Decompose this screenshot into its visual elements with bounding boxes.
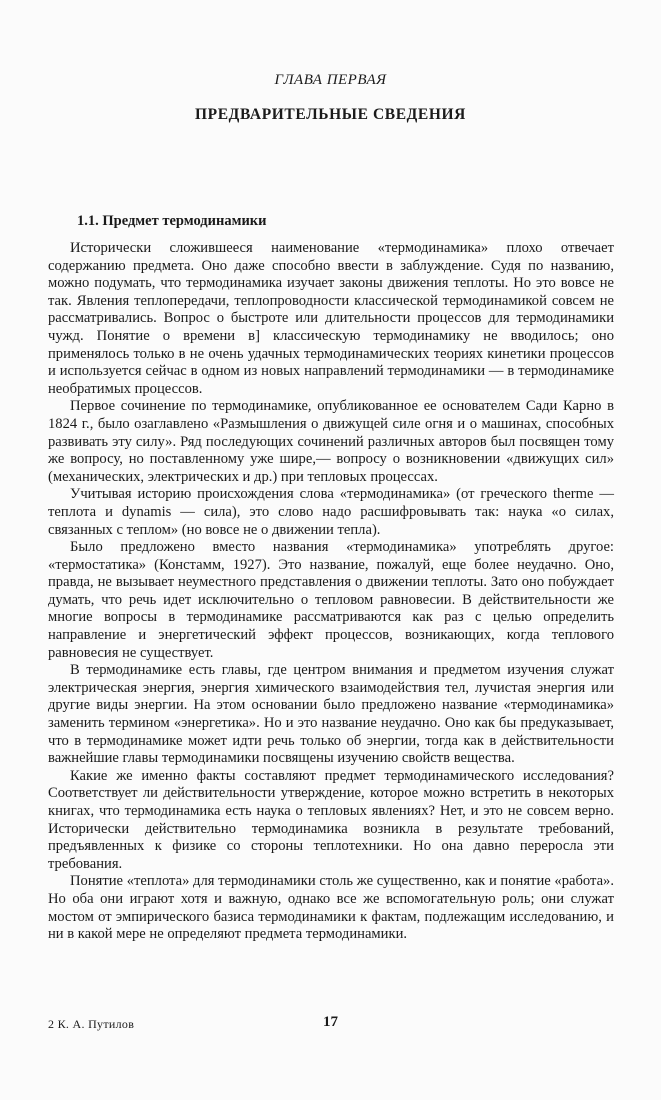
paragraph-2: Первое сочинение по термодинамике, опубликованное ее основателем Сади Карно в 1824 г., было озаглавлено «Размышления о движущей силе огня и о машинах, способных развивать эту силу». Ряд последующих сочинений различных авторов был посвящен тому же вопросу, но поставленному уже шире,— вопросу о возникновении «движущих сил» (механических, электрических и др.) при тепловых процессах.	[48, 398, 614, 485]
paragraph-4: Было предложено вместо названия «термодинамика» употреблять другое: «термостатика» (Констамм, 1927). Это название, пожалуй, еще более неудачно. Оно, правда, не вызывает неуместного представления о движении теплоты. Зато оно побуждает думать, что речь идет исключительно о тепловом равновесии. В действительности же многие вопросы в термодинамике рассматриваются как раз с целью определить направление и энергетический эффект процессов, возникающих, когда теплового равновесия не существует.	[48, 539, 614, 661]
paragraph-1: Исторически сложившееся наименование «термодинамика» плохо отвечает содержанию предмета. Оно даже способно ввести в заблуждение. Судя по названию, можно подумать, что термодинамика изучает законы движения теплоты. Но это вовсе не так. Явления теплопередачи, теплопроводности классической термодинамикой совсем не рассматривались. Вопрос о быстроте или длительности процессов для термодинамики чужд. Понятие о времени в] классическую термодинамику не вводилось; оно применялось только в не очень удачных термодинамических теориях кинетики процессов и используется сейчас в одном из новых направлений термодинамики — в термодинамике необратимых процессов.	[48, 240, 614, 397]
signature-mark: 2 К. А. Путилов	[48, 1017, 135, 1031]
chapter-title: ПРЕДВАРИТЕЛЬНЫЕ СВЕДЕНИЯ	[195, 106, 466, 123]
paragraph-5: В термодинамике есть главы, где центром внимания и предметом изучения служат электрическая энергия, энергия химического взаимодействия тел, лучистая энергия или другие виды энергии. На этом основании было предложено название «термодинамика» заменить термином «энергетика». Но и это название неудачно. Оно как бы предуказывает, что в термодинамике может идти речь только об энергии, тогда как в действительности важнейшие главы термодинамики посвящены изучению свойств вещества.	[48, 662, 614, 767]
chapter-label: ГЛАВА ПЕРВАЯ	[274, 72, 387, 88]
section-heading: 1.1. Предмет термодинамики	[77, 213, 267, 229]
paragraph-6: Какие же именно факты составляют предмет термодинамического исследования? Соответствует ли действительности утверждение, которое можно встретить в некоторых книгах, что термодинамика есть наука о тепловых явлениях? Нет, и это не совсем верно. Исторически действительно термодинамика возникла в результате требований, предъявленных к физике со стороны теплотехники. Но она давно переросла эти требования.	[48, 767, 614, 872]
page-number: 17	[323, 1014, 338, 1030]
paragraph-7: Понятие «теплота» для термодинамики столь же существенно, как и понятие «работа». Но оба они играют хотя и важную, однако все же вспомогательную роль; они служат мостом от эмпирического базиса термодинамики к фактам, подлежащим исследованию, и ни в какой мере не определяют предмета термодинамики.	[48, 873, 614, 943]
body-text	[48, 240, 614, 944]
paragraph-3: Учитывая историю происхождения слова «термодинамика» (от греческого therme — теплота и dynamis — сила), это слово надо расшифровывать так: наука «о силах, связанных с теплом» (но вовсе не о движении тепла).	[48, 486, 614, 538]
